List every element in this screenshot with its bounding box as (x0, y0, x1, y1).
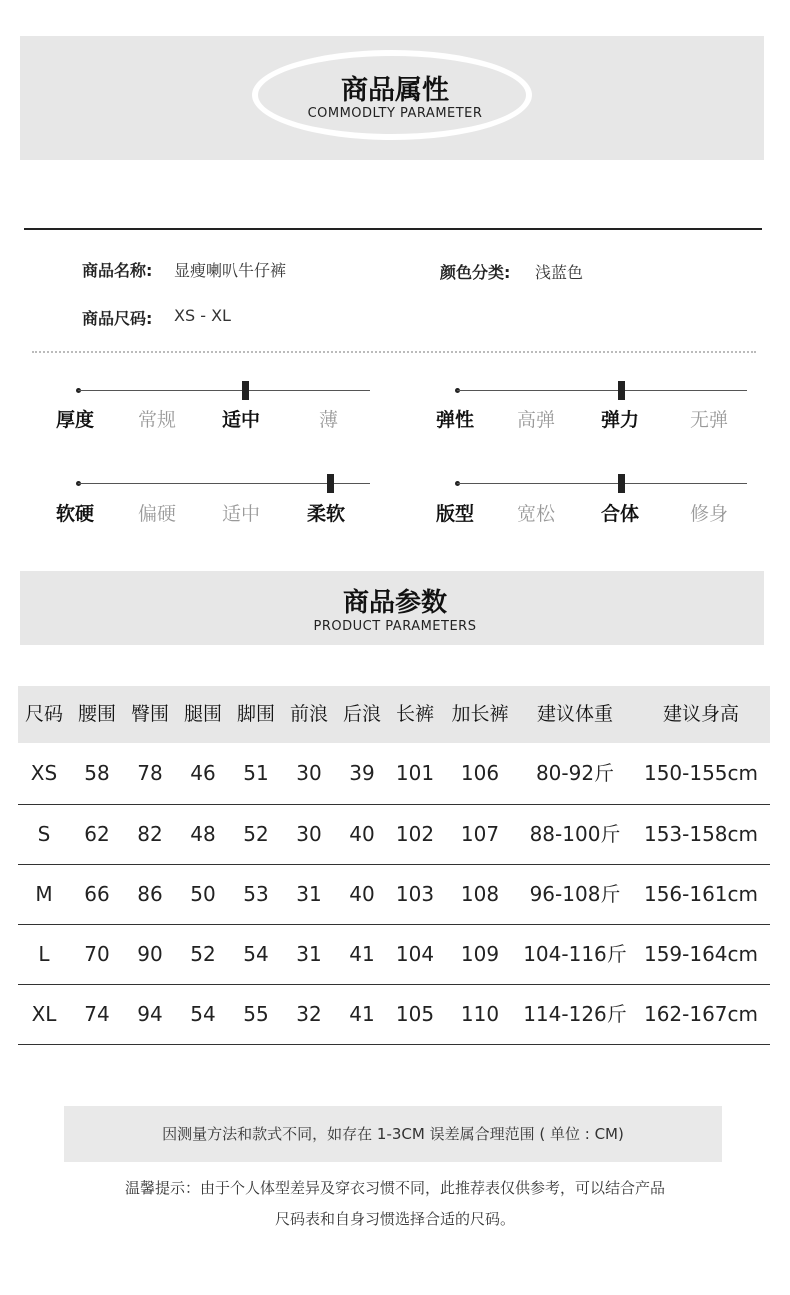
table-cell: 104-116斤 (523, 942, 627, 966)
table-cell: 51 (243, 761, 269, 785)
scale-line (78, 390, 370, 391)
table-cell: 103 (395, 882, 435, 906)
scale-option-selected: 柔软 (307, 503, 346, 525)
table-cell: 90 (137, 942, 163, 966)
measurement-note: 因测量方法和款式不同，如存在 1-3CM 误差属合理范围 ( 单位 : CM) (162, 1125, 624, 1143)
table-header-cell: 建议身高 (662, 703, 739, 725)
product-name-label: 商品名称: (82, 261, 153, 280)
table-header-cell: 臀围 (130, 703, 169, 725)
table-cell: 48 (190, 822, 216, 846)
table-cell: 82 (137, 822, 163, 846)
dotted-divider (32, 351, 756, 353)
attributes-title: 商品属性 (341, 75, 449, 106)
scale-option: 高弹 (517, 409, 556, 431)
product-name-value: 显瘦喇叭牛仔裤 (174, 261, 287, 280)
scale-option-selected: 合体 (601, 503, 640, 525)
table-cell: 162-167cm (643, 1002, 759, 1026)
scale-marker (618, 381, 625, 400)
parameters-subtitle: PRODUCT PARAMETERS (313, 619, 477, 634)
table-cell: 74 (84, 1002, 110, 1026)
table-header-cell: 建议体重 (536, 703, 613, 725)
scale-label: 厚度 (56, 409, 95, 431)
divider (24, 228, 762, 230)
table-cell: 54 (190, 1002, 216, 1026)
table-cell: 30 (296, 761, 322, 785)
scale-marker (327, 474, 334, 493)
scale-option: 适中 (222, 503, 261, 525)
scale-option: 无弹 (690, 409, 729, 431)
table-header-cell: 后浪 (342, 703, 381, 725)
scale-option-selected: 适中 (222, 409, 261, 431)
scale-label: 软硬 (56, 503, 95, 525)
table-cell: 41 (349, 1002, 375, 1026)
scale-option: 偏硬 (138, 503, 177, 525)
table-cell: 108 (460, 882, 500, 906)
table-cell: 96-108斤 (529, 882, 621, 906)
table-cell: L (38, 942, 50, 966)
table-cell: 80-92斤 (535, 761, 615, 785)
table-cell: 94 (137, 1002, 163, 1026)
table-cell: 52 (190, 942, 216, 966)
table-cell: 101 (395, 761, 435, 785)
table-header-cell: 脚围 (236, 703, 275, 725)
table-cell: 106 (460, 761, 500, 785)
table-cell: 32 (296, 1002, 322, 1026)
table-cell: M (35, 882, 53, 906)
table-cell: 46 (190, 761, 216, 785)
row-divider (18, 1044, 770, 1045)
table-cell: 30 (296, 822, 322, 846)
table-cell: 41 (349, 942, 375, 966)
table-cell: 86 (137, 882, 163, 906)
table-cell: 31 (296, 942, 322, 966)
tip-line-2: 尺码表和自身习惯选择合适的尺码。 (274, 1210, 515, 1228)
table-cell: S (37, 822, 51, 846)
scale-option: 常规 (138, 409, 177, 431)
color-value: 浅蓝色 (535, 263, 584, 282)
table-cell: 88-100斤 (529, 822, 621, 846)
table-cell: 31 (296, 882, 322, 906)
table-cell: 114-126斤 (523, 1002, 627, 1026)
table-cell: XL (31, 1002, 57, 1026)
table-cell: 54 (243, 942, 269, 966)
table-cell: 40 (349, 822, 375, 846)
table-cell: 109 (460, 942, 500, 966)
table-cell: 153-158cm (643, 822, 759, 846)
scale-option-selected: 弹力 (601, 409, 640, 431)
scale-label: 版型 (436, 503, 475, 525)
table-cell: 159-164cm (643, 942, 759, 966)
scale-line (457, 390, 747, 391)
attributes-subtitle: COMMODLTY PARAMETER (307, 106, 483, 121)
scale-label: 弹性 (436, 409, 475, 431)
table-cell: 156-161cm (643, 882, 759, 906)
table-cell: 52 (243, 822, 269, 846)
table-cell: 70 (84, 942, 110, 966)
table-header-cell: 腿围 (183, 703, 222, 725)
size-value: XS - XL (174, 306, 231, 325)
scale-option: 宽松 (517, 503, 556, 525)
tip-line-1: 温馨提示：由于个人体型差异及穿衣习惯不同，此推荐表仅供参考，可以结合产品 (124, 1179, 665, 1197)
parameters-title: 商品参数 (342, 588, 447, 618)
table-cell: 66 (84, 882, 110, 906)
table-cell: 104 (395, 942, 435, 966)
table-cell: 102 (395, 822, 435, 846)
table-cell: 150-155cm (643, 761, 759, 785)
table-cell: 50 (190, 882, 216, 906)
table-cell: XS (30, 761, 58, 785)
scale-marker (242, 381, 249, 400)
table-cell: 105 (395, 1002, 435, 1026)
scale-marker (618, 474, 625, 493)
table-cell: 78 (137, 761, 163, 785)
table-header-cell: 尺码 (24, 703, 63, 725)
scale-line (457, 483, 747, 484)
scale-option: 修身 (690, 503, 729, 525)
table-cell: 62 (84, 822, 110, 846)
table-cell: 55 (243, 1002, 269, 1026)
table-cell: 53 (243, 882, 269, 906)
table-header-cell: 前浪 (289, 703, 328, 725)
table-cell: 110 (460, 1002, 500, 1026)
size-label: 商品尺码: (82, 309, 153, 328)
table-cell: 39 (349, 761, 375, 785)
table-header-cell: 加长裤 (451, 703, 509, 725)
table-header-cell: 长裤 (395, 703, 434, 725)
color-label: 颜色分类: (440, 263, 511, 282)
table-cell: 40 (349, 882, 375, 906)
table-cell: 58 (84, 761, 110, 785)
table-cell: 107 (460, 822, 500, 846)
table-header-cell: 腰围 (77, 703, 116, 725)
scale-option: 薄 (319, 409, 339, 431)
